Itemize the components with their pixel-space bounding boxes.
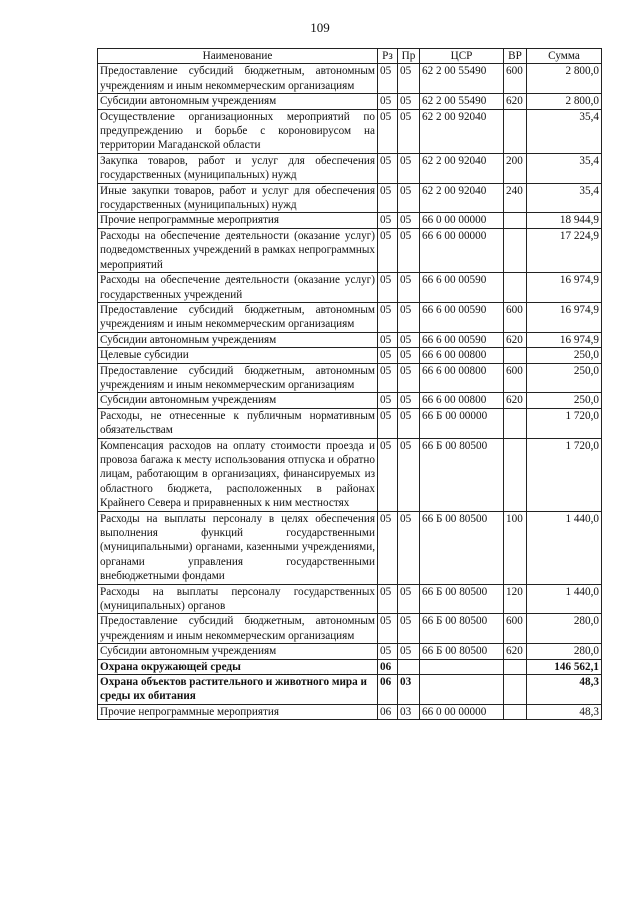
cell-vr xyxy=(504,348,527,363)
table-row xyxy=(98,213,602,228)
cell-csr: 66 6 00 00590 xyxy=(420,332,504,347)
cell-rz: 05 xyxy=(378,302,398,332)
table-row xyxy=(98,644,602,659)
table-row xyxy=(98,659,602,674)
cell-vr: 620 xyxy=(504,332,527,347)
cell-vr: 100 xyxy=(504,511,527,584)
cell-sum: 48,3 xyxy=(527,675,602,705)
cell-sum: 250,0 xyxy=(527,363,602,393)
cell-name: Субсидии автономным учреждениям xyxy=(98,332,378,347)
cell-rz: 05 xyxy=(378,584,398,614)
cell-csr: 66 0 00 00000 xyxy=(420,213,504,228)
cell-pr xyxy=(398,659,420,674)
cell-vr xyxy=(504,109,527,153)
table-row xyxy=(98,363,602,393)
cell-name: Иные закупки товаров, работ и услуг для обеспечения государственных (муниципальных) нужд xyxy=(98,183,378,213)
cell-csr: 66 6 00 00590 xyxy=(420,273,504,303)
cell-name: Субсидии автономным учреждениям xyxy=(98,94,378,109)
cell-csr: 66 Б 00 80500 xyxy=(420,614,504,644)
cell-name: Закупка товаров, работ и услуг для обеспечения государственных (муниципальных) нужд xyxy=(98,153,378,183)
cell-rz: 05 xyxy=(378,363,398,393)
cell-vr: 620 xyxy=(504,94,527,109)
cell-vr xyxy=(504,213,527,228)
cell-name: Прочие непрограммные мероприятия xyxy=(98,213,378,228)
cell-rz: 05 xyxy=(378,228,398,272)
cell-vr xyxy=(504,228,527,272)
cell-sum: 16 974,9 xyxy=(527,273,602,303)
table-row xyxy=(98,273,602,303)
cell-sum: 250,0 xyxy=(527,348,602,363)
cell-pr: 03 xyxy=(398,704,420,719)
cell-sum: 280,0 xyxy=(527,644,602,659)
header-rz: Рз xyxy=(378,49,398,64)
cell-name: Расходы на выплаты персоналу в целях обеспечения выполнения функций государственными (муниципальными) органами, казенными учреждениями, органами управления государственными внебюджетными фондами xyxy=(98,511,378,584)
cell-vr: 600 xyxy=(504,614,527,644)
cell-csr: 66 Б 00 80500 xyxy=(420,644,504,659)
cell-rz: 05 xyxy=(378,393,398,408)
cell-pr: 05 xyxy=(398,302,420,332)
cell-rz: 05 xyxy=(378,348,398,363)
header-pr: Пр xyxy=(398,49,420,64)
cell-vr: 120 xyxy=(504,584,527,614)
cell-rz: 05 xyxy=(378,614,398,644)
cell-vr xyxy=(504,408,527,438)
cell-csr: 66 6 00 00800 xyxy=(420,348,504,363)
cell-rz: 05 xyxy=(378,109,398,153)
cell-sum: 35,4 xyxy=(527,109,602,153)
cell-vr xyxy=(504,273,527,303)
cell-pr: 05 xyxy=(398,94,420,109)
cell-name: Предоставление субсидий бюджетным, автономным учреждениям и иным некоммерческим организациям xyxy=(98,614,378,644)
table-row xyxy=(98,704,602,719)
cell-csr: 66 6 00 00000 xyxy=(420,228,504,272)
table-row xyxy=(98,302,602,332)
cell-vr: 240 xyxy=(504,183,527,213)
cell-rz: 05 xyxy=(378,213,398,228)
cell-sum: 18 944,9 xyxy=(527,213,602,228)
cell-pr: 05 xyxy=(398,228,420,272)
cell-pr: 05 xyxy=(398,393,420,408)
cell-rz: 06 xyxy=(378,675,398,705)
cell-pr: 05 xyxy=(398,109,420,153)
page-number: 109 xyxy=(310,20,330,35)
cell-vr: 600 xyxy=(504,302,527,332)
cell-rz: 05 xyxy=(378,332,398,347)
cell-name: Расходы, не отнесенные к публичным нормативным обязательствам xyxy=(98,408,378,438)
cell-pr: 05 xyxy=(398,408,420,438)
cell-rz: 05 xyxy=(378,183,398,213)
cell-rz: 05 xyxy=(378,64,398,94)
table-row xyxy=(98,183,602,213)
header-sum: Сумма xyxy=(527,49,602,64)
cell-sum: 16 974,9 xyxy=(527,332,602,347)
table-row xyxy=(98,438,602,511)
cell-csr: 62 2 00 92040 xyxy=(420,183,504,213)
table-row xyxy=(98,393,602,408)
cell-csr: 66 6 00 00590 xyxy=(420,302,504,332)
cell-pr: 05 xyxy=(398,511,420,584)
cell-rz: 05 xyxy=(378,153,398,183)
cell-pr: 05 xyxy=(398,273,420,303)
cell-csr: 66 Б 00 80500 xyxy=(420,584,504,614)
cell-sum: 1 720,0 xyxy=(527,408,602,438)
cell-pr: 03 xyxy=(398,675,420,705)
table-row xyxy=(98,614,602,644)
cell-sum: 35,4 xyxy=(527,153,602,183)
header-name: Наименование xyxy=(98,49,378,64)
cell-csr: 66 Б 00 80500 xyxy=(420,438,504,511)
cell-name: Охрана объектов растительного и животного мира и среды их обитания xyxy=(98,675,378,705)
cell-name: Предоставление субсидий бюджетным, автономным учреждениям и иным некоммерческим организациям xyxy=(98,64,378,94)
cell-vr: 200 xyxy=(504,153,527,183)
cell-rz: 05 xyxy=(378,511,398,584)
cell-pr: 05 xyxy=(398,363,420,393)
cell-csr: 66 Б 00 80500 xyxy=(420,511,504,584)
cell-sum: 2 800,0 xyxy=(527,94,602,109)
cell-sum: 146 562,1 xyxy=(527,659,602,674)
cell-sum: 2 800,0 xyxy=(527,64,602,94)
cell-name: Субсидии автономным учреждениям xyxy=(98,393,378,408)
cell-sum: 1 440,0 xyxy=(527,584,602,614)
cell-pr: 05 xyxy=(398,153,420,183)
cell-sum: 250,0 xyxy=(527,393,602,408)
table-row xyxy=(98,511,602,584)
cell-vr xyxy=(504,704,527,719)
cell-pr: 05 xyxy=(398,584,420,614)
table-body xyxy=(98,64,602,720)
cell-name: Предоставление субсидий бюджетным, автономным учреждениям и иным некоммерческим организациям xyxy=(98,363,378,393)
cell-vr: 620 xyxy=(504,393,527,408)
cell-pr: 05 xyxy=(398,183,420,213)
cell-csr xyxy=(420,675,504,705)
cell-rz: 06 xyxy=(378,704,398,719)
cell-sum: 1 440,0 xyxy=(527,511,602,584)
cell-csr: 62 2 00 92040 xyxy=(420,109,504,153)
cell-rz: 05 xyxy=(378,438,398,511)
cell-rz: 05 xyxy=(378,408,398,438)
cell-pr: 05 xyxy=(398,213,420,228)
table-row xyxy=(98,584,602,614)
cell-sum: 17 224,9 xyxy=(527,228,602,272)
cell-csr: 66 6 00 00800 xyxy=(420,393,504,408)
table-row xyxy=(98,64,602,94)
cell-rz: 06 xyxy=(378,659,398,674)
cell-pr: 05 xyxy=(398,614,420,644)
cell-vr xyxy=(504,438,527,511)
table-row xyxy=(98,408,602,438)
cell-csr: 66 6 00 00800 xyxy=(420,363,504,393)
budget-table xyxy=(97,48,602,720)
table-row xyxy=(98,332,602,347)
table-row xyxy=(98,348,602,363)
cell-csr: 62 2 00 55490 xyxy=(420,64,504,94)
cell-name: Осуществление организационных мероприятий по предупреждению и борьбе с короновирусом на территории Магаданской области xyxy=(98,109,378,153)
table-header-row xyxy=(98,49,602,64)
table-row xyxy=(98,109,602,153)
cell-pr: 05 xyxy=(398,438,420,511)
cell-vr: 600 xyxy=(504,64,527,94)
table-row xyxy=(98,675,602,705)
cell-vr: 600 xyxy=(504,363,527,393)
cell-rz: 05 xyxy=(378,644,398,659)
cell-name: Охрана окружающей среды xyxy=(98,659,378,674)
cell-pr: 05 xyxy=(398,644,420,659)
cell-pr: 05 xyxy=(398,64,420,94)
table-row xyxy=(98,94,602,109)
cell-rz: 05 xyxy=(378,94,398,109)
cell-vr: 620 xyxy=(504,644,527,659)
cell-sum: 35,4 xyxy=(527,183,602,213)
cell-csr xyxy=(420,659,504,674)
cell-name: Предоставление субсидий бюджетным, автономным учреждениям и иным некоммерческим организациям xyxy=(98,302,378,332)
cell-sum: 16 974,9 xyxy=(527,302,602,332)
cell-sum: 1 720,0 xyxy=(527,438,602,511)
header-csr: ЦСР xyxy=(420,49,504,64)
cell-sum: 280,0 xyxy=(527,614,602,644)
cell-name: Целевые субсидии xyxy=(98,348,378,363)
cell-name: Расходы на обеспечение деятельности (оказание услуг) подведомственных учреждений в рамках непрограммных мероприятий xyxy=(98,228,378,272)
cell-csr: 62 2 00 55490 xyxy=(420,94,504,109)
cell-pr: 05 xyxy=(398,332,420,347)
cell-csr: 66 Б 00 00000 xyxy=(420,408,504,438)
cell-csr: 62 2 00 92040 xyxy=(420,153,504,183)
cell-name: Компенсация расходов на оплату стоимости проезда и провоза багажа к месту использования отпуска и обратно лицам, работающим в организациях, финансируемых из областного бюджета, расположенных в районах Крайнего Севера и приравненных к ним местностях xyxy=(98,438,378,511)
cell-vr xyxy=(504,675,527,705)
table-row xyxy=(98,228,602,272)
cell-name: Субсидии автономным учреждениям xyxy=(98,644,378,659)
cell-name: Расходы на выплаты персоналу государственных (муниципальных) органов xyxy=(98,584,378,614)
cell-name: Расходы на обеспечение деятельности (оказание услуг) государственных учреждений xyxy=(98,273,378,303)
cell-sum: 48,3 xyxy=(527,704,602,719)
cell-pr: 05 xyxy=(398,348,420,363)
cell-rz: 05 xyxy=(378,273,398,303)
cell-name: Прочие непрограммные мероприятия xyxy=(98,704,378,719)
header-vr: ВР xyxy=(504,49,527,64)
cell-vr xyxy=(504,659,527,674)
cell-csr: 66 0 00 00000 xyxy=(420,704,504,719)
table-row xyxy=(98,153,602,183)
